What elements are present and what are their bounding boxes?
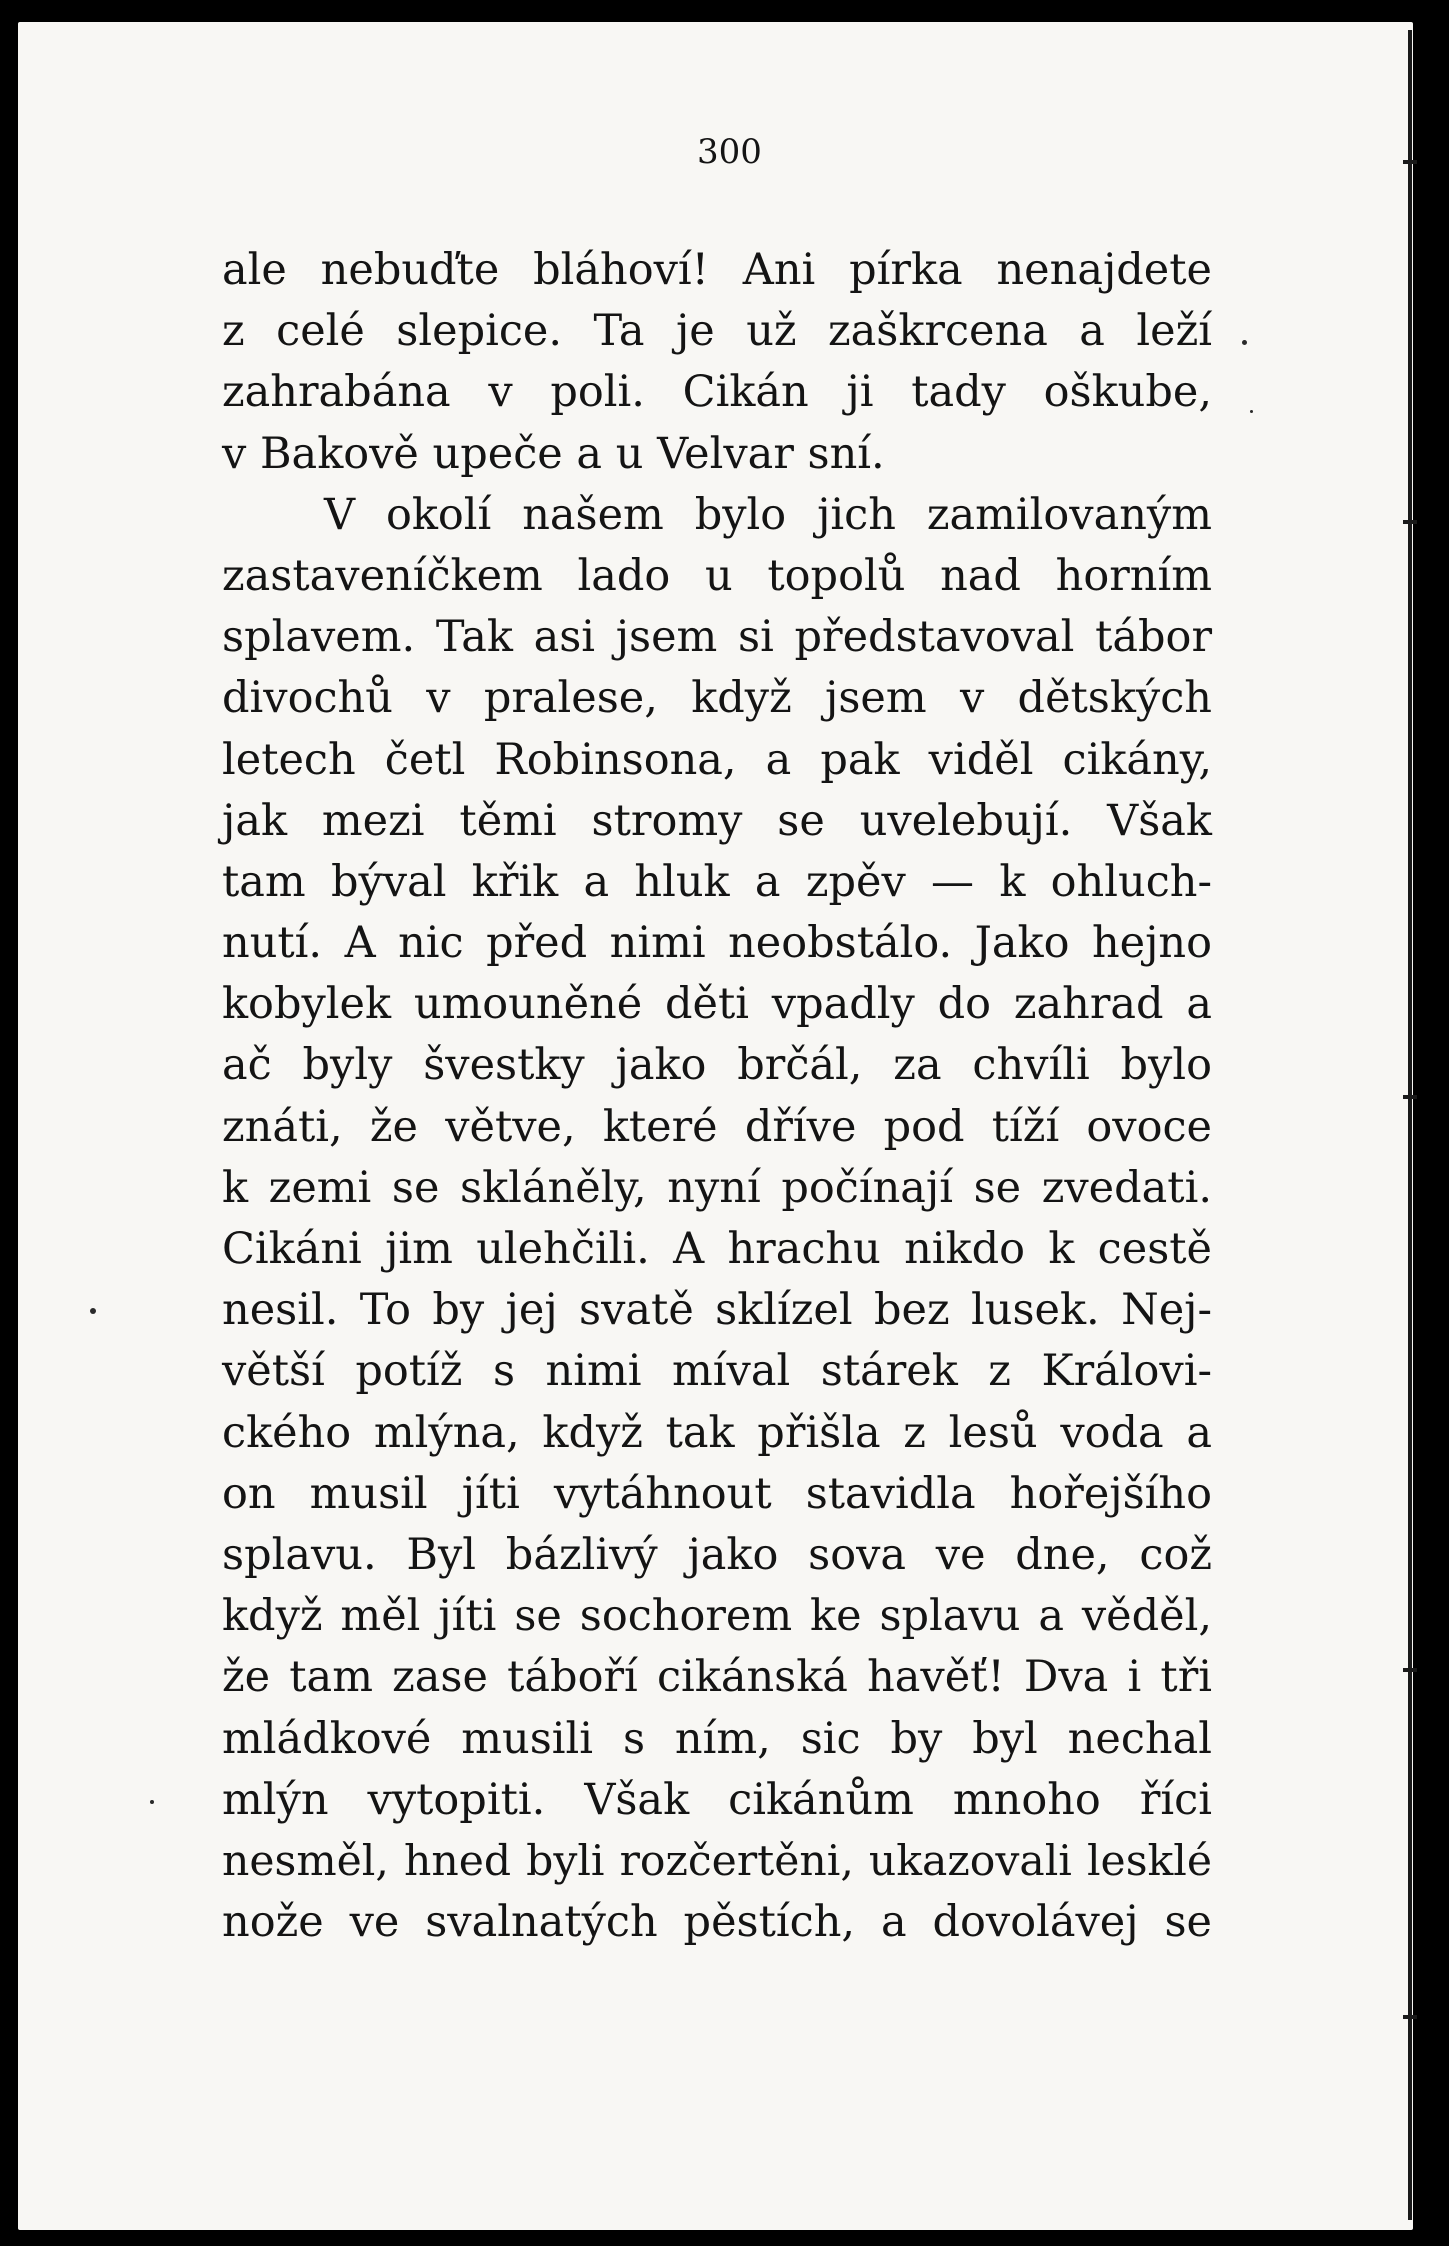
text-line: v Bakově upeče a u Velvar sní.	[222, 428, 885, 479]
text-line: V okolí našem bylo jich zamilovaným	[324, 489, 1212, 540]
rule-tick	[1403, 520, 1417, 524]
text-line: nože ve svalnatých pěstích, a dovolávej se	[222, 1897, 1212, 1948]
text-line: tam býval křik a hluk a zpěv — k ohluch-	[222, 856, 1212, 907]
rule-tick	[1403, 1095, 1417, 1099]
text-line: když měl jíti se sochorem ke splavu a věděl,	[222, 1591, 1212, 1642]
text-line: on musil jíti vytáhnout stavidla hořejšího	[222, 1468, 1212, 1519]
print-speck	[90, 1308, 96, 1314]
text-line: divochů v pralese, když jsem v dětských	[222, 673, 1212, 724]
text-line: nutí. A nic před nimi neobstálo. Jako hejno	[222, 918, 1212, 969]
text-line: splavu. Byl bázlivý jako sova ve dne, což	[222, 1529, 1212, 1580]
text-line: ač byly švestky jako brčál, za chvíli bylo	[222, 1040, 1212, 1091]
rule-tick	[1403, 2015, 1417, 2019]
text-line: nesil. To by jej svatě sklízel bez lusek. Nej-	[222, 1285, 1212, 1336]
text-line: ckého mlýna, když tak přišla z lesů voda a	[222, 1407, 1212, 1458]
text-line: znáti, že větve, které dříve pod tíží ovoce	[222, 1101, 1212, 1152]
text-line: mlýn vytopiti. Však cikánům mnoho říci	[222, 1774, 1212, 1825]
print-speck	[1242, 340, 1247, 345]
text-line: splavem. Tak asi jsem si představoval tábor	[222, 612, 1212, 663]
text-line: ale nebuďte bláhoví! Ani pírka nenajdete	[222, 245, 1212, 295]
text-line: jak mezi těmi stromy se uvelebují. Však	[222, 795, 1212, 846]
page-edge-rule	[1408, 30, 1412, 2220]
page-number: 300	[697, 132, 762, 172]
print-speck	[1250, 410, 1253, 413]
text-line: větší potíž s nimi míval stárek z Královi-	[222, 1346, 1212, 1397]
text-line: letech četl Robinsona, a pak viděl cikány,	[222, 734, 1212, 785]
text-line: že tam zase táboří cikánská havěť! Dva i tři	[222, 1652, 1212, 1703]
text-line: zahrabána v poli. Cikán ji tady oškube,	[222, 367, 1212, 418]
text-line: Cikáni jim ulehčili. A hrachu nikdo k cestě	[222, 1224, 1212, 1274]
text-line: mládkové musili s ním, sic by byl nechal	[222, 1713, 1212, 1764]
text-line: z celé slepice. Ta je už zaškrcena a leží	[222, 306, 1212, 357]
text-line: kobylek umouněné děti vpadly do zahrad a	[222, 979, 1212, 1030]
print-speck	[150, 1800, 154, 1804]
rule-tick	[1403, 1668, 1417, 1672]
body-text	[222, 240, 1212, 1953]
text-line: zastaveníčkem lado u topolů nad horním	[222, 550, 1212, 601]
text-line: nesměl, hned byli rozčertěni, ukazovali lesklé	[222, 1836, 1212, 1886]
text-line: k zemi se skláněly, nyní počínají se zvedati.	[222, 1162, 1212, 1213]
